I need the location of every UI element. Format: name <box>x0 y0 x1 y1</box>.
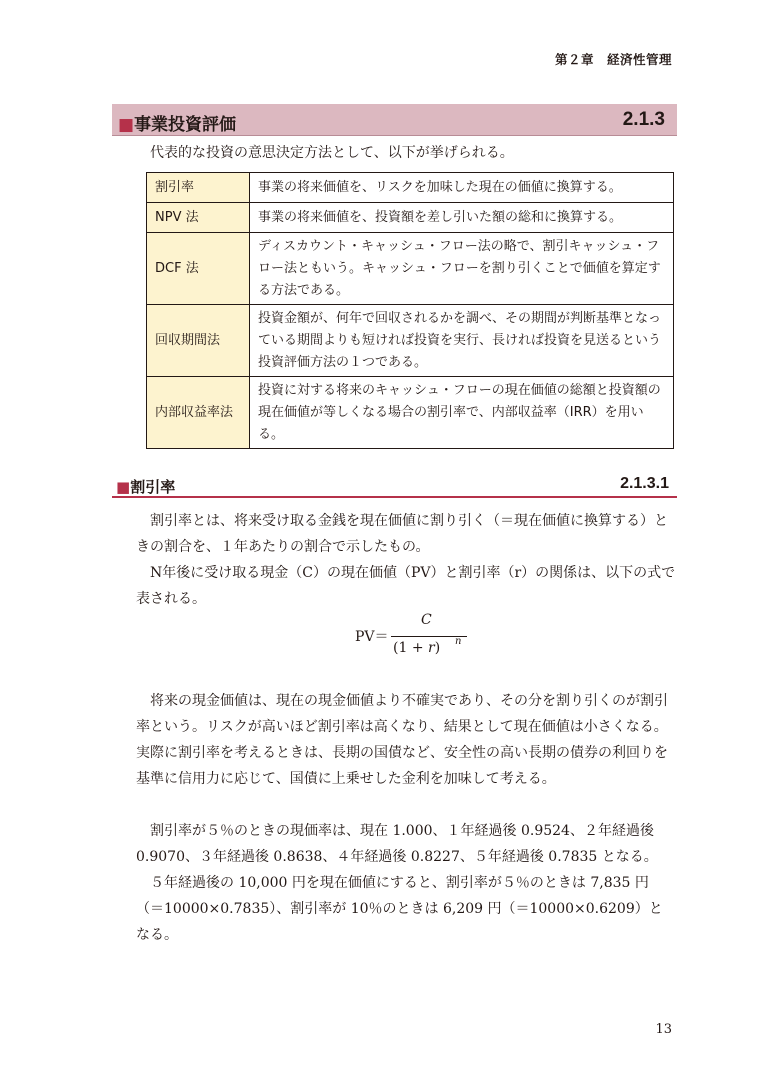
subsection-heading-bar <box>112 474 677 498</box>
table-term-cell: 内部収益率法 <box>147 377 250 449</box>
table-row <box>147 305 674 377</box>
table-row <box>147 377 674 449</box>
subsection-marker: ■ <box>116 478 131 496</box>
paragraph-definition: 割引率とは、将来受け取る金銭を現在価値に割り引く（＝現在価値に換算する）ときの割合を、１年あたりの割合で示したもの。 <box>136 513 668 555</box>
table-desc-cell: 事業の将来価値を、投資額を差し引いた額の総和に換算する。 <box>250 203 674 233</box>
table-row <box>147 203 674 233</box>
formula-lhs: PV＝ <box>355 629 389 645</box>
page-number: 13 <box>655 1022 672 1037</box>
section-number: 2.1.3 <box>622 109 665 130</box>
paragraph-formula-intro: N年後に受け取る現金（C）の現在価値（PV）と割引率（r）の関係は、以下の式で表される。 <box>136 565 676 607</box>
intro-text: 代表的な投資の意思決定方法として、以下が挙げられる。 <box>150 145 514 161</box>
table-desc-cell: ディスカウント・キャッシュ・フロー法の略で、割引キャッシュ・フロー法ともいう。キャッシュ・フローを割り引くことで価値を算定する方法である。 <box>250 233 674 305</box>
formula-denominator: (1 + r) <box>393 640 441 656</box>
table-desc-cell: 投資に対する将来のキャッシュ・フローの現在価値の総額と投資額の現在価値が等しくなる場合の割引率で、内部収益率（IRR）を用いる。 <box>250 377 674 449</box>
paragraph-example: ５年経過後の 10,000 円を現在価値にすると、割引率が５％のときは 7,835 円（＝10000×0.7835）、割引率が 10％のときは 6,209 円（＝10000×0.6209）となる。 <box>136 875 663 943</box>
chapter-header: 第２章 経済性管理 <box>554 52 672 67</box>
formula-exponent: n <box>455 636 462 647</box>
table-desc-cell: 投資金額が、何年で回収されるかを調べ、その期間が判断基準となっている期間よりも短ければ投資を実行、長ければ投資を見送るという投資評価方法の１つである。 <box>250 305 674 377</box>
table-desc-cell: 事業の将来価値を、リスクを加味した現在の価値に換算する。 <box>250 173 674 203</box>
pv-formula <box>355 612 495 668</box>
formula-numerator: C <box>421 612 432 628</box>
section-marker: ■ <box>118 115 135 135</box>
section-heading-bar <box>112 104 677 136</box>
table-term-cell: 割引率 <box>147 173 250 203</box>
section-title <box>118 110 236 135</box>
paragraph-explanation: 将来の現金価値は、現在の現金価値より不確実であり、その分を割り引くのが割引率という。リスクが高いほど割引率は高くなり、結果として現在価値は小さくなる。実際に割引率を考えるときは、長期の国債など、安全性の高い長期の債券の利回りを基準に信用力に応じて、国債に上乗せした金利を加味して考える。 <box>136 693 668 787</box>
table-term-cell: 回収期間法 <box>147 305 250 377</box>
paragraph-discount-factors: 割引率が５％のときの現価率は、現在 1.000、１年経過後 0.9524、２年経過後 0.9070、３年経過後 0.8638、４年経過後 0.8227、５年経過後 0.7835 となる。 <box>136 823 658 865</box>
subsection-title <box>116 476 175 497</box>
subsection-number: 2.1.3.1 <box>620 475 669 492</box>
table-row <box>147 233 674 305</box>
subsection-title-text: 割引率 <box>130 478 176 496</box>
table-term-cell: DCF 法 <box>147 233 250 305</box>
table-term-cell: NPV 法 <box>147 203 250 233</box>
methods-table <box>146 172 674 449</box>
table-row <box>147 173 674 203</box>
section-title-text: 事業投資評価 <box>134 115 237 135</box>
